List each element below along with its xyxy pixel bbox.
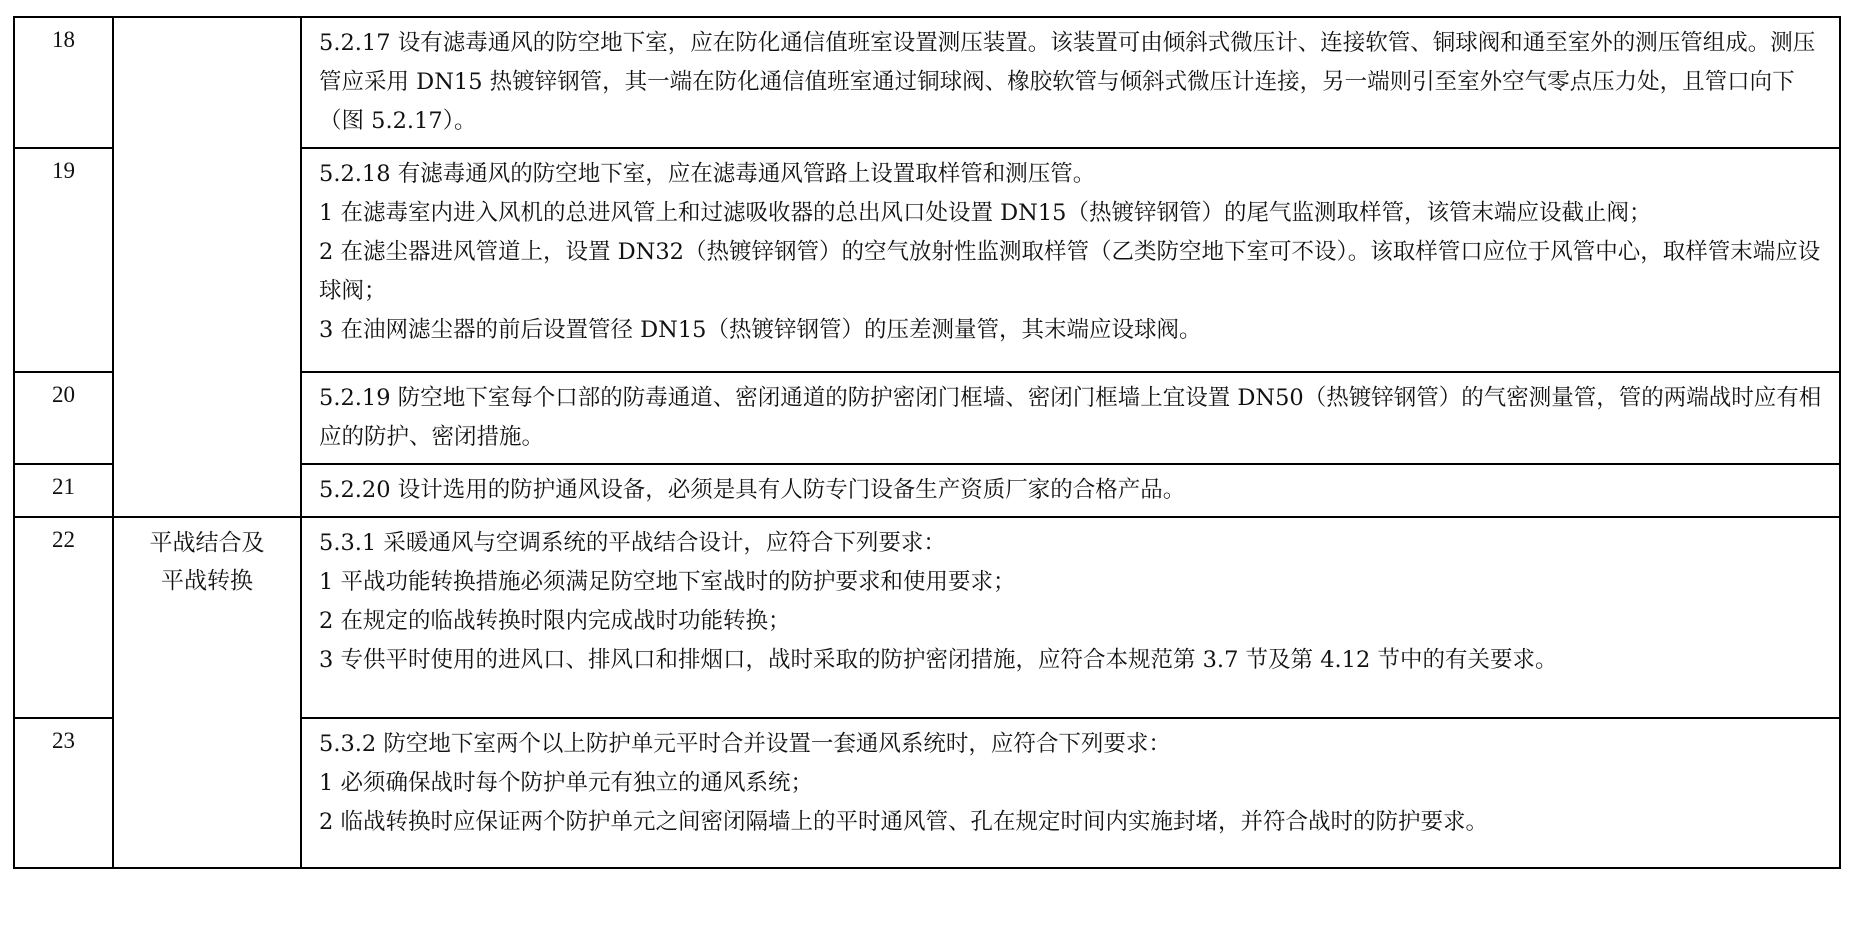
clause-cell	[301, 464, 1840, 517]
clause-paragraph: 5.2.17 设有滤毒通风的防空地下室，应在防化通信值班室设置测压装置。该装置可由倾斜式微压计、连接软管、铜球阀和通至室外的测压管组成。测压管应采用 DN15 热镀锌钢管，其一端在防化通信值班室通过铜球阀、橡胶软管与倾斜式微压计连接，另一端则引至室外空气零点压力处，且管口向下（图 5.2.17）。	[319, 30, 1816, 134]
row-number: 23	[14, 718, 113, 868]
clause-cell	[301, 517, 1840, 718]
clause-cell	[301, 718, 1840, 868]
clause-paragraph: 3 在油网滤尘器的前后设置管径 DN15（热镀锌钢管）的压差测量管，其末端应设球阀。	[319, 317, 1202, 343]
clause-paragraph: 2 在规定的临战转换时限内完成战时功能转换；	[319, 608, 791, 634]
category-label: 平战结合及平战转换	[149, 530, 265, 594]
category-cell-empty	[113, 17, 301, 517]
row-number: 21	[14, 464, 113, 517]
clause-paragraph: 1 在滤毒室内进入风机的总进风管上和过滤吸收器的总出风口处设置 DN15（热镀锌钢管）的尾气监测取样管，该管末端应设截止阀；	[319, 200, 1652, 226]
regulation-table	[13, 16, 1841, 869]
clause-paragraph: 3 专供平时使用的进风口、排风口和排烟口，战时采取的防护密闭措施，应符合本规范第 3.7 节及第 4.12 节中的有关要求。	[319, 647, 1558, 673]
clause-paragraph: 5.2.20 设计选用的防护通风设备，必须是具有人防专门设备生产资质厂家的合格产品。	[319, 477, 1186, 503]
row-number: 18	[14, 17, 113, 148]
row-number: 19	[14, 148, 113, 372]
clause-paragraph: 5.2.19 防空地下室每个口部的防毒通道、密闭通道的防护密闭门框墙、密闭门框墙上宜设置 DN50（热镀锌钢管）的气密测量管，管的两端战时应有相应的防护、密闭措施。	[319, 385, 1822, 450]
row-number: 20	[14, 372, 113, 464]
clause-paragraph: 5.3.2 防空地下室两个以上防护单元平时合并设置一套通风系统时，应符合下列要求：	[319, 731, 1171, 757]
table-row	[14, 17, 1840, 148]
clause-paragraph: 5.3.1 采暖通风与空调系统的平战结合设计，应符合下列要求：	[319, 530, 946, 556]
clause-paragraph: 2 临战转换时应保证两个防护单元之间密闭隔墙上的平时通风管、孔在规定时间内实施封堵，并符合战时的防护要求。	[319, 809, 1488, 835]
category-cell	[113, 517, 301, 868]
clause-cell	[301, 148, 1840, 372]
clause-cell	[301, 17, 1840, 148]
clause-paragraph: 5.2.18 有滤毒通风的防空地下室，应在滤毒通风管路上设置取样管和测压管。	[319, 161, 1096, 187]
clause-cell	[301, 372, 1840, 464]
clause-paragraph: 1 必须确保战时每个防护单元有独立的通风系统；	[319, 770, 813, 796]
row-number: 22	[14, 517, 113, 718]
clause-paragraph: 1 平战功能转换措施必须满足防空地下室战时的防护要求和使用要求；	[319, 569, 1016, 595]
clause-paragraph: 2 在滤尘器进风管道上，设置 DN32（热镀锌钢管）的空气放射性监测取样管（乙类防空地下室可不设）。该取样管口应位于风管中心，取样管末端应设球阀；	[319, 239, 1821, 304]
table-row	[14, 517, 1840, 718]
